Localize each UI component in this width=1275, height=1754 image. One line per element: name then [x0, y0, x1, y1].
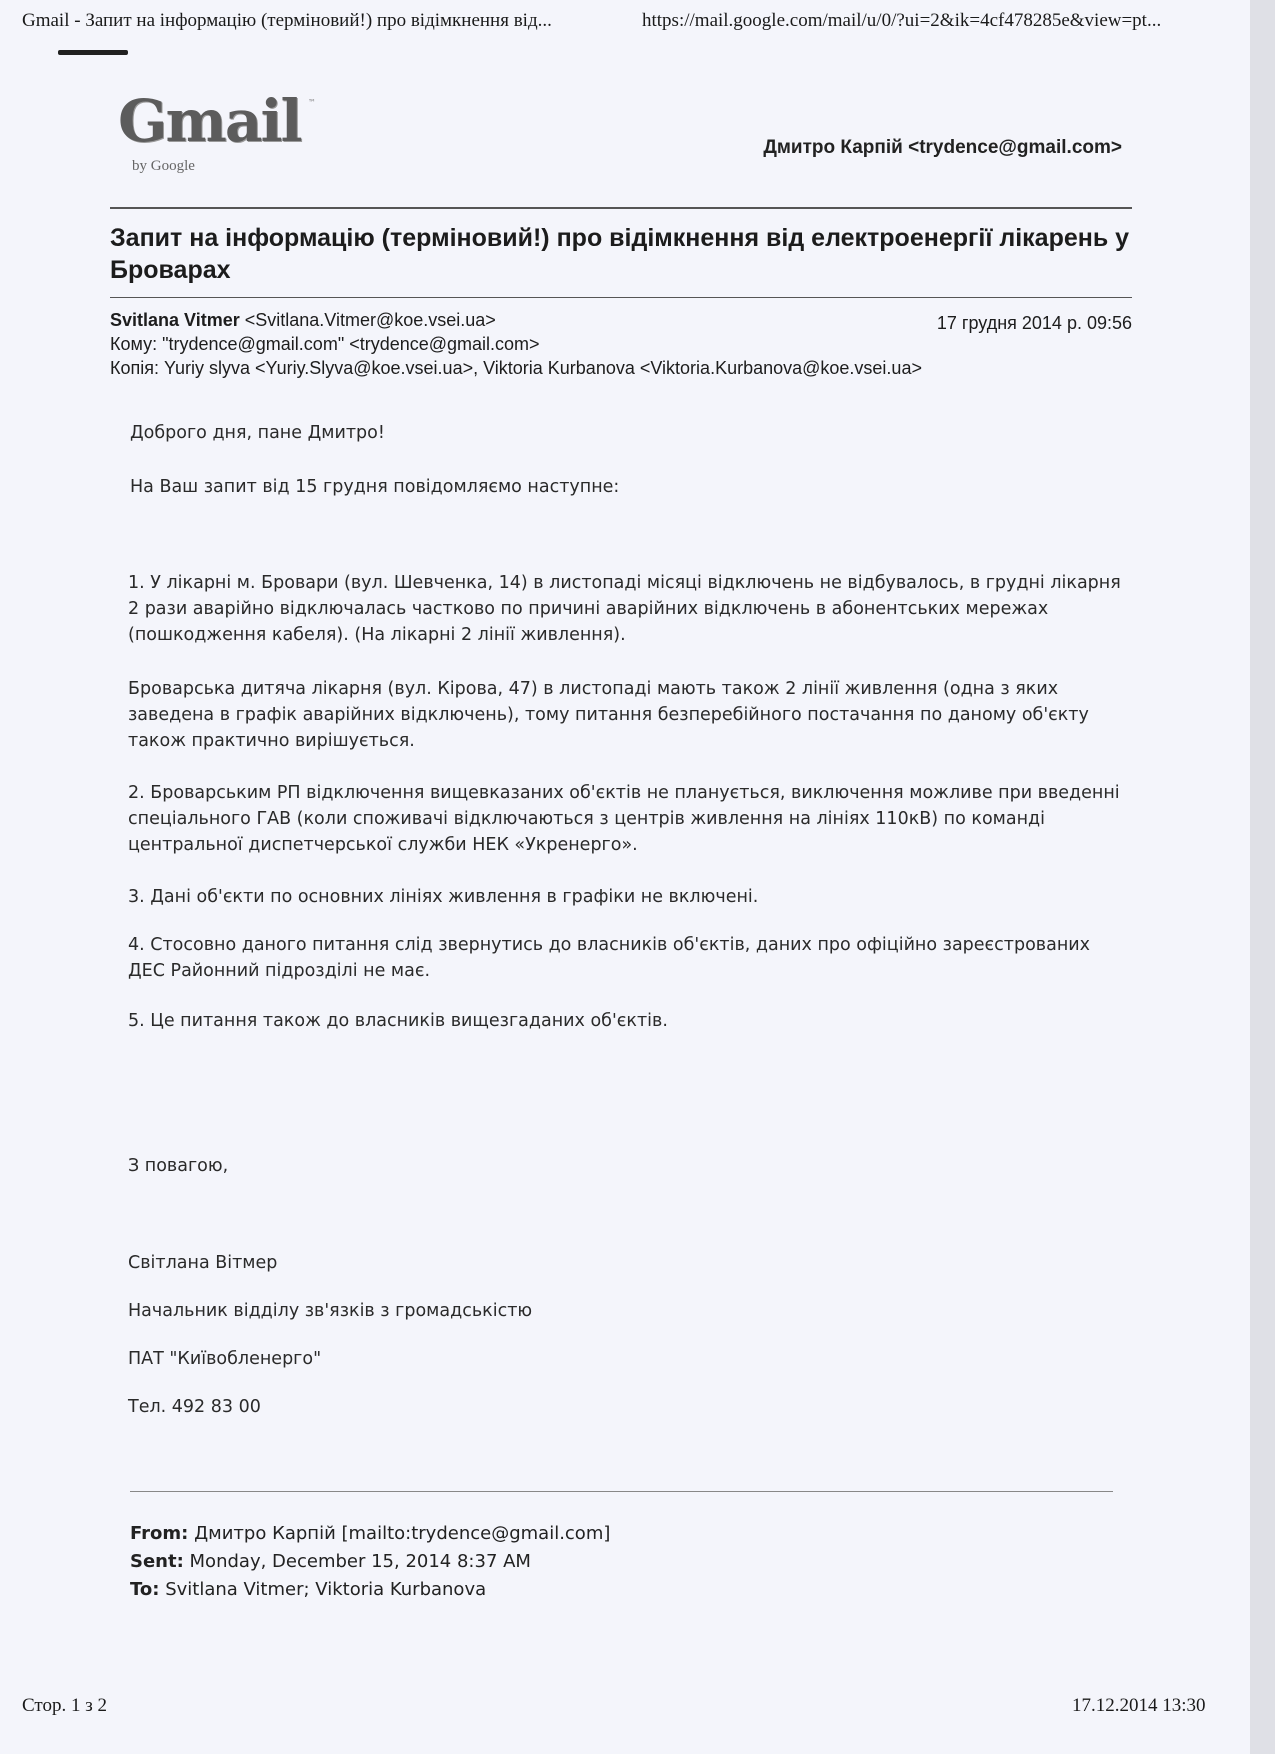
- cc-recipients: Yuriy slyva <Yuriy.Slyva@koe.vsei.ua>, Viktoria Kurbanova <Viktoria.Kurbanova@koe.vsei.ua>: [164, 358, 922, 378]
- subject-divider: [110, 297, 1132, 298]
- pen-mark: [58, 50, 128, 55]
- original-message-header: [130, 1520, 1030, 1604]
- signature-name: Світлана Вітмер: [128, 1253, 278, 1273]
- cc-row: [110, 356, 1132, 380]
- signature-org: ПАТ "Київобленерго": [128, 1349, 322, 1369]
- paragraph-5: 5. Це питання також до власників вищезгаданих об'єктів.: [128, 1011, 668, 1031]
- print-timestamp: 17.12.2014 13:30: [1072, 1695, 1206, 1716]
- quoted-divider: [130, 1491, 1113, 1492]
- signature-title: Начальник відділу зв'язків з громадськістю: [128, 1301, 533, 1321]
- message-header: [110, 308, 1132, 380]
- paragraph-4: 4. Стосовно даного питання слід звернутись до власників об'єктів, даних про офіційно зареєстрованих ДЕС Районний підрозділі не має.: [128, 935, 1090, 981]
- print-header-url: https://mail.google.com/mail/u/0/?ui=2&ik=4cf478285e&view=pt...: [642, 10, 1162, 31]
- scan-edge: [1250, 0, 1275, 1754]
- message-date: 17 грудня 2014 р. 09:56: [936, 313, 1132, 333]
- trademark-sign: ™: [308, 98, 316, 107]
- sender-email: <Svitlana.Vitmer@koe.vsei.ua>: [244, 310, 496, 330]
- intro: На Ваш запит від 15 грудня повідомляємо наступне:: [130, 477, 620, 497]
- sender-row: [110, 308, 1132, 332]
- orig-to: Svitlana Vitmer; Viktoria Kurbanova: [165, 1579, 487, 1600]
- page-number: Стор. 1 з 2: [22, 1695, 107, 1716]
- closing: З повагою,: [128, 1156, 229, 1176]
- orig-from-row: [130, 1520, 1030, 1548]
- orig-sent-label: Sent:: [130, 1551, 184, 1572]
- account-name: Дмитро Карпій <trydence@gmail.com>: [763, 137, 1122, 158]
- greeting: Доброго дня, пане Дмитро!: [130, 423, 385, 443]
- orig-sent: Monday, December 15, 2014 8:37 AM: [189, 1551, 531, 1572]
- signature-phone: Тел. 492 83 00: [128, 1397, 261, 1417]
- cc-label: Копія:: [110, 358, 159, 378]
- header-divider: [110, 207, 1132, 209]
- gmail-logo: [118, 87, 318, 182]
- orig-sent-row: [130, 1548, 1030, 1576]
- email-subject: Запит на інформацію (терміновий!) про відімкнення від електроенергії лікарень у Броварах: [110, 224, 1130, 284]
- print-header: [22, 10, 1210, 40]
- to-label: Кому:: [110, 334, 158, 354]
- to-row: [110, 332, 1132, 356]
- paragraph-3: 3. Дані об'єкти по основних лініях живлення в графіки не включені.: [128, 887, 759, 907]
- orig-from: Дмитро Карпій [mailto:trydence@gmail.com]: [194, 1523, 611, 1544]
- by-google-byline: by Google: [132, 158, 195, 174]
- paragraph-2: 2. Броварським РП відключення вищевказаних об'єктів не планується, виключення можливе при введенні спеціального ГАВ (коли споживачі відключаються з центрів живлення на лініях 110кВ) по команді центральної диспетчерської служби НЕК «Укренерго».: [128, 783, 1120, 855]
- gmail-wordmark: Gmail: [118, 87, 301, 155]
- paragraph-1b: Броварська дитяча лікарня (вул. Кірова, 47) в листопаді мають також 2 лінії живлення (одна з яких заведена в графік аварійних відключень), тому питання безперебійного постачання по даному об'єкту також практично вирішується.: [128, 679, 1089, 751]
- orig-to-row: [130, 1576, 1030, 1604]
- orig-to-label: To:: [130, 1579, 160, 1600]
- orig-from-label: From:: [130, 1523, 189, 1544]
- print-header-title: Gmail - Запит на інформацію (терміновий!) про відімкнення від...: [22, 10, 552, 31]
- to-recipients: "trydence@gmail.com" <trydence@gmail.com>: [162, 334, 540, 354]
- sender-name: Svitlana Vitmer: [110, 310, 240, 330]
- paragraph-1: 1. У лікарні м. Бровари (вул. Шевченка, 14) в листопаді місяці відключень не відбувалось, в грудні лікарня 2 рази аварійно відключалась частково по причині аварійних відключень в абонентських мережах (пошкодження кабеля). (На лікарні 2 лінії живлення).: [128, 573, 1121, 645]
